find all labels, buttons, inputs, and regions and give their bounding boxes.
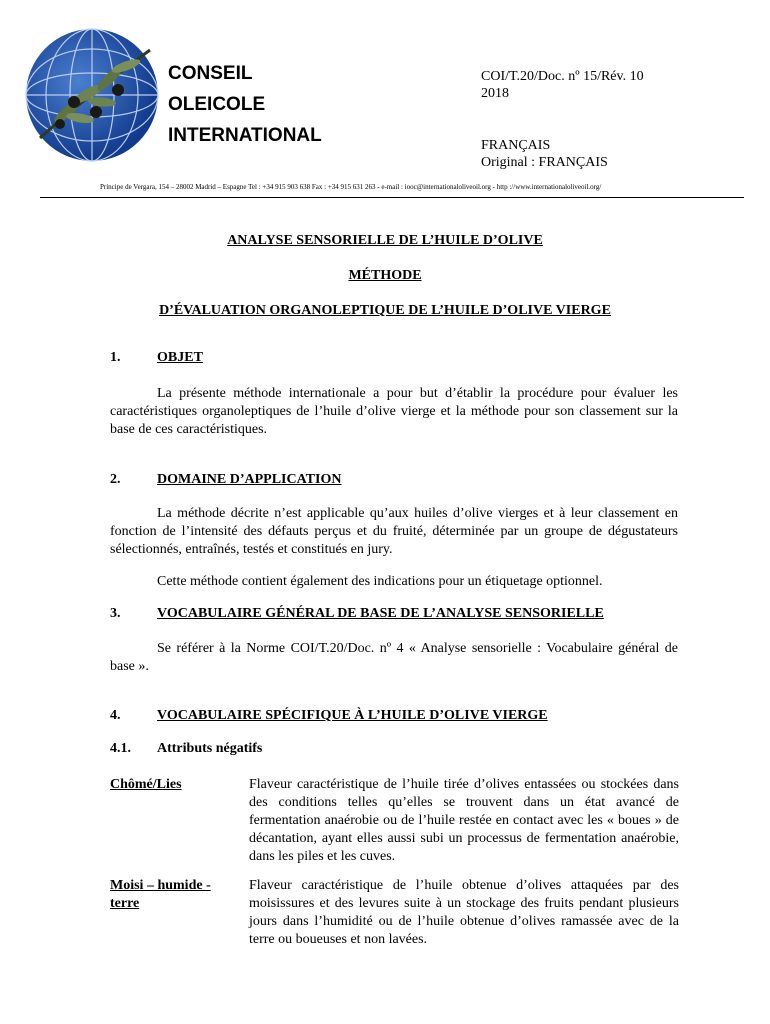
term-label: Moisi – humide - terre: [110, 878, 211, 911]
section-number: 3.: [110, 606, 121, 621]
reference-year: 2018: [481, 86, 509, 101]
section-number: 1.: [110, 350, 121, 365]
subsection-heading: Attributs négatifs: [157, 741, 263, 756]
section-paragraph: La présente méthode internationale a pour but d’établir la procédure pour évaluer les caractéristiques organoleptiques de l’huile d’olive vierge et la méthode pour son classement sur la base de ces caractéristiques.: [110, 386, 678, 437]
section-heading: VOCABULAIRE SPÉCIFIQUE À L’HUILE D’OLIVE VIERGE: [157, 708, 548, 723]
document-reference: [481, 68, 644, 102]
section-paragraph: La méthode décrite n’est applicable qu’aux huiles d’olive vierges et à leur classement en fonction de l’intensité des défauts perçus et du fruité, déterminée par un groupe de dégustateurs sélectionnés, entraînés, testés et constitués en jury.: [110, 506, 678, 557]
section-paragraph: Se référer à la Norme COI/T.20/Doc. nº 4 « Analyse sensorielle : Vocabulaire général de base ».: [110, 641, 678, 674]
organization-name: [168, 58, 322, 151]
document-subtitle: D’ÉVALUATION ORGANOLEPTIQUE DE L’HUILE D’OLIVE VIERGE: [159, 303, 611, 318]
subsection-number: 4.1.: [110, 741, 131, 756]
address-line: Príncipe de Vergara, 154 – 28002 Madrid – Espagne Tel : +34 915 903 638 Fax : +34 915 631 263 - e-mail : iooc@internationaloliveoil.org - http ://www.internationaloliveoil.org/: [100, 183, 602, 191]
document-title: ANALYSE SENSORIELLE DE L’HUILE D’OLIVE: [227, 233, 543, 248]
term-label: Chômé/Lies: [110, 777, 182, 792]
coi-logo-globe-olive-branch-icon: [22, 20, 162, 170]
section-paragraph: Cette méthode contient également des indications pour un étiquetage optionnel.: [157, 574, 603, 589]
section-heading: DOMAINE D’APPLICATION: [157, 472, 342, 487]
language-block: [481, 137, 608, 171]
language: FRANÇAIS: [481, 138, 551, 153]
term-definition: Flaveur caractéristique de l’huile obtenue d’olives attaquées par des moisissures et des levures suite à un stockage des fruits pendant plusieurs jours dans l’humidité ou de l’huile obtenue d’olives ramassée avec de la terre ou boueuses et non lavées.: [249, 878, 679, 947]
term-definition: Flaveur caractéristique de l’huile tirée d’olives entassées ou stockées dans des conditions telles qu’elles se trouvent dans un état avancé de fermentation anaérobie ou de l’huile restée en contact avec les « boues » de décantation, ayant elles aussi subi un processus de fermentation anaérobie, dans les piles et les cuves.: [249, 777, 679, 864]
section-heading: OBJET: [157, 350, 203, 365]
reference-code: COI/T.20/Doc. nº 15/Rév. 10: [481, 69, 644, 84]
original-language: Original : FRANÇAIS: [481, 155, 608, 170]
org-line-1: CONSEIL: [168, 63, 253, 84]
org-line-2: OLEICOLE: [168, 94, 266, 115]
section-number: 2.: [110, 472, 121, 487]
section-heading: VOCABULAIRE GÉNÉRAL DE BASE DE L’ANALYSE SENSORIELLE: [157, 606, 604, 621]
header-divider: [40, 197, 744, 198]
document-subtitle-method: MÉTHODE: [348, 268, 422, 283]
org-line-3: INTERNATIONAL: [168, 125, 322, 146]
section-number: 4.: [110, 708, 121, 723]
